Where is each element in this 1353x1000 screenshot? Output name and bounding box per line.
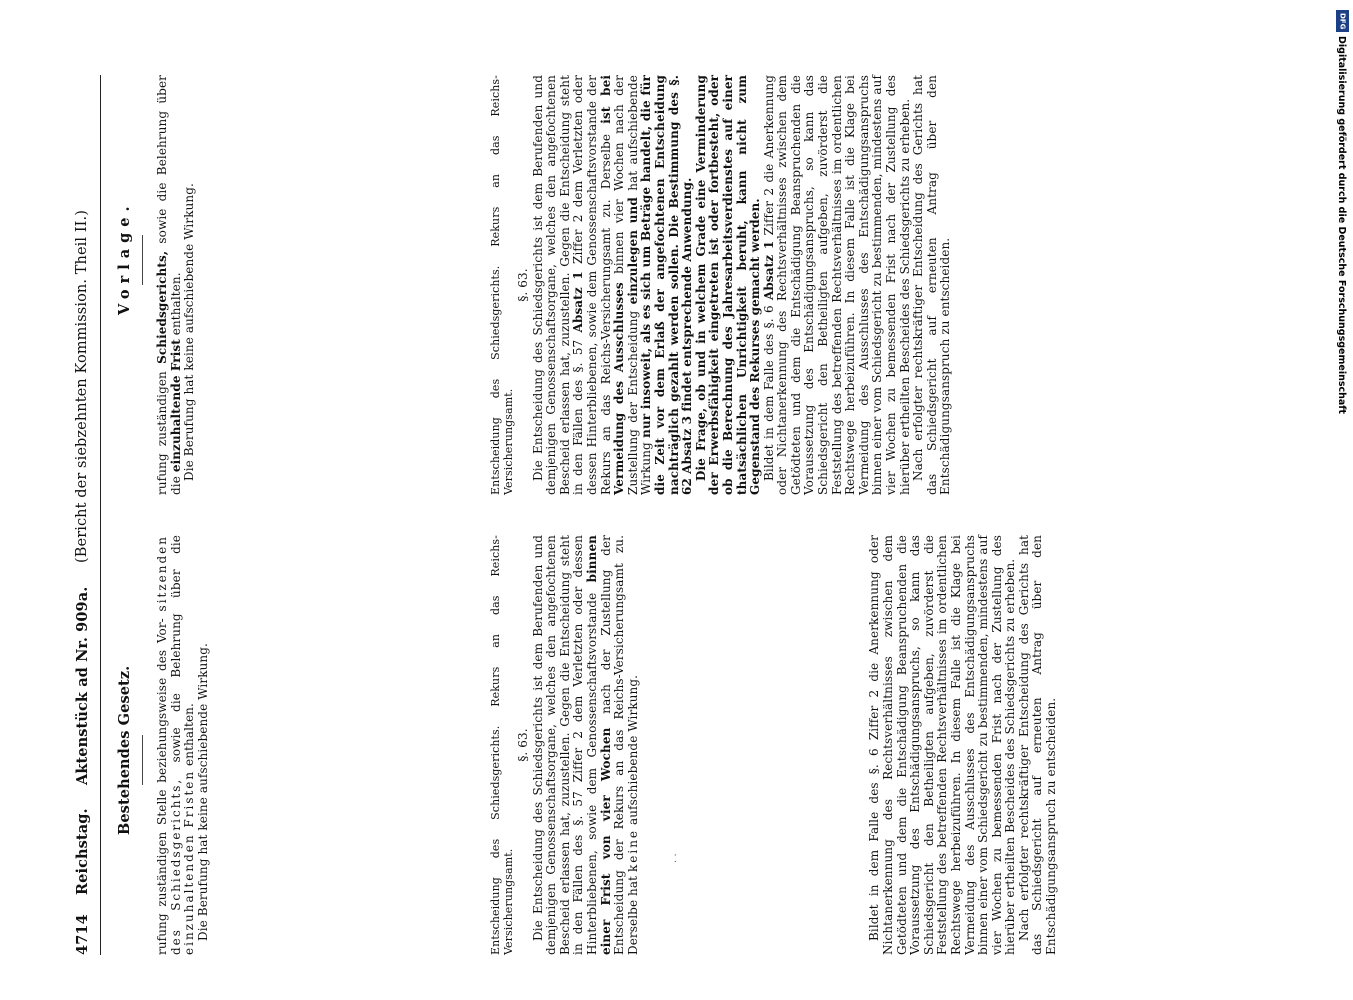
left-body-1-spaced: keine: [625, 828, 640, 873]
left-section-heading: Entscheidung des Schiedsgerichts. Rekurs an das Reichs-Versicherungsamt.: [489, 535, 515, 955]
right-top-para-2: Die Berufung hat keine aufschiebende Wirkung.: [182, 183, 197, 481]
header-reichstag: Reichstag.: [74, 808, 91, 895]
right-top-text: [156, 75, 197, 495]
left-body-3: Nach erfolgter rechtskräftiger Entscheidung des Gerichts hat das Schiedsgericht auf erneuten Antrag über den Entschädigungsanspruch zu entscheiden.: [1016, 535, 1059, 955]
right-top-1e: enthalten.: [168, 272, 183, 336]
right-section-heading: Entscheidung des Schiedsgerichts. Rekurs an das Reichs-Versicherungsamt.: [489, 75, 515, 495]
header-bericht: (Bericht der siebzehnten Kommission. Theil II.): [74, 210, 90, 563]
left-title-rule: [142, 735, 143, 785]
left-top-text: [156, 535, 210, 955]
left-main-text: [490, 535, 1059, 955]
left-top-1c: sowie die Belehrung über die: [168, 535, 183, 763]
credit-text: Digitalisierung gefördert durch die Deutsche Forschungsgemeinschaft: [1336, 36, 1347, 414]
right-top-1c: sowie die Belehrung über die: [155, 75, 183, 495]
left-body-1-tail: aufschiebende Wirkung.: [625, 674, 640, 826]
right-column-title: Vorlage.: [116, 200, 133, 315]
right-body-3c: Ziffer 2 die Anerkennung oder Nichtanerkennung des Rechtsverhältnisses zwischen dem Getödteten und dem die Entschädigung Beanspruchenden die Voraussetzung des Entschädigungsanspruchs, so kann das Schiedsgericht den Betheiligten aufgeben, zuvörderst die Feststellung des betreffenden Rechtsverhältnisses im ordentlichen Rechtswege herbeizuführen. In diesem Falle ist die Klage bei Vermeidung des Ausschlusses des Entschädigungsanspruchs binnen einer vom Schiedsgericht zu bestimmenden, mindestens auf vier Wochen zu bemessenden Frist nach der Zustellung des hierüber ertheilten Bescheides des Schiedsgerichts zu erheben.: [761, 75, 912, 495]
left-body-2: Bildet in dem Falle des §. 6 Ziffer 2 die Anerkennung oder Nichtanerkennung des Rechtsverhältnisses zwischen dem Getödteten und dem die Entschädigung Beanspruchenden die Voraussetzung des Entschädigungsanspruchs, so kann das Schiedsgericht den Betheiligten aufgeben, zuvörderst die Feststellung des betreffenden Rechtsverhältnisses im ordentlichen Rechtswege herbeizuführen. In diesem Falle ist die Klage bei Vermeidung des Ausschlusses des Entschädigungsanspruchs binnen einer vom Schiedsgericht zu bestimmenden, mindestens auf vier Wochen zu bemessenden Frist nach der Zustellung des hierüber ertheilten Bescheides des Schiedsgerichts zu erheben.: [867, 535, 1018, 955]
digitization-credit: [1336, 10, 1350, 985]
right-body-1-mid-2: binnen vier Wochen nach der Zustellung der Entscheidung: [612, 75, 640, 495]
right-body-1: Die Entscheidung des Schiedsgerichts ist dem Berufenden und demjenigen Genossenschaftsorgane, welches den angefochtenen Bescheid erlassen hat, zuzustellen. Gegen die Entscheidung steht in den Fällen des §. 57: [530, 75, 586, 495]
left-top-1d: einzuhaltenden Fristen: [182, 769, 197, 955]
right-body-4: Nach erfolgter rechtskräftiger Entscheidung des Gerichts hat das Schiedsgericht auf erneuten Antrag über den Entschädigungsanspruch zu entscheiden.: [911, 75, 953, 495]
page-header: [76, 75, 100, 955]
left-body-1-bold: binnen einer Frist von vier Wochen: [584, 535, 613, 955]
right-body-1-bold-4: nur insoweit, als es sich um Beträge handelt, die für die Zeit vor dem Erlaß der angefochtenen Entscheidung nachträglich gezahlt werden sollen. Die Bestimmung des §. 62 Absatz 3 findet entsprechende Anwendung.: [639, 75, 695, 495]
right-body-3a: Bildet in dem Falle des §. 6: [761, 305, 776, 481]
left-paragraph-number: §. 63.: [516, 728, 530, 762]
left-top-1a: rufung zuständigen Stelle beziehungsweise des Vor-: [155, 618, 169, 955]
right-top-1b: Schiedsgerichts,: [155, 250, 169, 364]
page-number: 4714: [74, 914, 91, 955]
scan-speck: · ·: [671, 853, 682, 863]
right-paragraph-number: §. 63.: [516, 268, 530, 302]
left-top-1e: enthalten.: [182, 703, 197, 766]
right-main-text: [490, 75, 953, 495]
right-body-3b: Absatz 1: [761, 240, 776, 300]
right-body-1-mid-1: Ziffer 2 dem Verletzten oder dessen Hinterbliebenen, sowie dem Genossenschaftsvorstande der Rekurs an das Reichs-Versicherungsamt zu. Derselbe: [571, 75, 613, 495]
right-body-1-bold-2: ist bei Vermeidung des Ausschlusses: [598, 75, 627, 495]
right-body-1-mid-3: hat aufschiebende Wirkung: [625, 75, 654, 495]
right-title-rule: [142, 235, 143, 285]
right-body-1-bold-1: Absatz 1: [571, 271, 586, 333]
left-body-1: Die Entscheidung des Schiedsgerichts ist dem Berufenden und demjenigen Genossenschaftsorgane, welches den angefochtenen Bescheid erlassen hat, zuzustellen. Gegen die Entscheidung steht in den Fällen des §. 57 Ziffer 2 dem Verletzten oder dessen Hinterbliebenen, sowie dem Genossenschaftsvorstande: [530, 535, 599, 955]
dfg-logo: DFG: [1336, 10, 1349, 32]
right-top-1a: rufung zuständigen: [155, 371, 169, 495]
left-top-para-2: Die Berufung hat keine aufschiebende Wirkung.: [195, 643, 210, 941]
header-aktenstueck: Aktenstück ad Nr. 909a.: [74, 586, 91, 785]
header-rule: [100, 75, 101, 955]
left-top-1b: sitzenden des Schiedsgerichts,: [155, 534, 183, 955]
left-body-1-end: nach der Zustellung der Entscheidung der Rekurs an das Reichs-Versicherungsamt zu. Derselbe hat: [598, 534, 640, 955]
right-top-1d: einzuhaltende Frist: [168, 339, 183, 473]
right-body-1-bold-3: einzulegen und: [625, 197, 640, 305]
left-column-title: Bestehendes Gesetz.: [116, 665, 133, 835]
document-page: [70, 75, 1220, 955]
left-column-gap: [640, 535, 868, 955]
right-body-2: Die Frage, ob und in welchem Grade eine Verminderung der Erwerbsfähigkeit eingetreten ist oder fortbesteht, oder ob die Berechnung des Jahresarbeitsverdienstes auf einer thatsächlichen Unrichtigkeit beruht, kann nicht zum Gegenstand des Rekurses gemacht werden.: [693, 75, 763, 495]
